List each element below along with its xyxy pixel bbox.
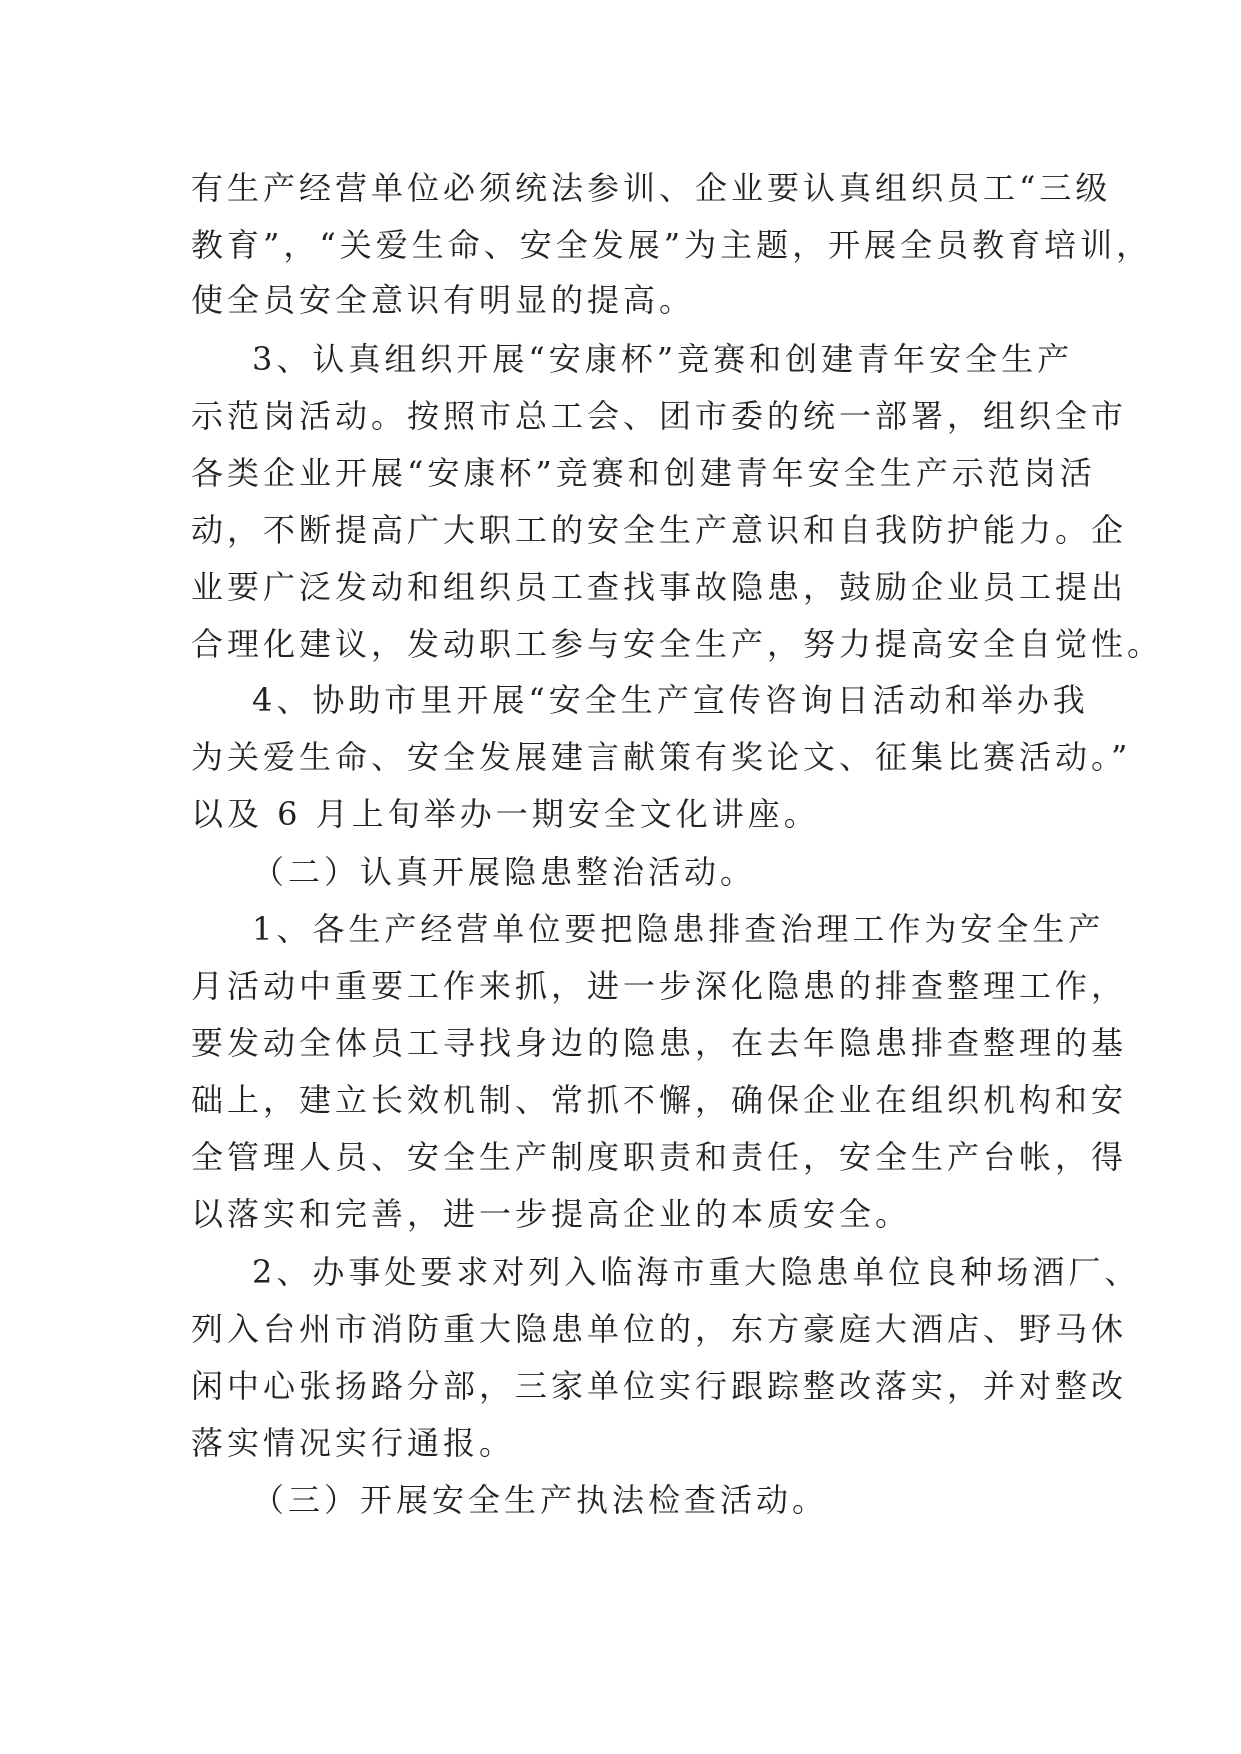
text-line: 各类企业开展“安康杯”竞赛和创建青年安全生产示范岗活 [191, 454, 1096, 492]
paragraph-start-line: 3、认真组织开展“安康杯”竞赛和创建青年安全生产 [252, 340, 1074, 378]
text-line: 以落实和完善，进一步提高企业的本质安全。 [191, 1195, 912, 1233]
section-heading: （三）开展安全生产执法检查活动。 [252, 1481, 829, 1519]
text-line: 有生产经营单位必须统法参训、企业要认真组织员工“三级 [191, 169, 1112, 207]
text-line: 业要广泛发动和组织员工查找事故隐患，鼓励企业员工提出 [191, 568, 1128, 606]
text-line: 要发动全体员工寻找身边的隐患，在去年隐患排查整理的基 [191, 1024, 1128, 1062]
text-line: 合理化建议，发动职工参与安全生产，努力提高安全自觉性。 [191, 625, 1164, 663]
text-line: 落实情况实行通报。 [191, 1424, 516, 1462]
section-heading: （二）认真开展隐患整治活动。 [252, 853, 757, 891]
paragraph-start-line: 4、协助市里开展“安全生产宣传咨询日活动和举办我 [252, 681, 1089, 719]
text-line: 础上，建立长效机制、常抓不懈，确保企业在组织机构和安 [191, 1081, 1128, 1119]
text-line: 动，不断提高广大职工的安全生产意识和自我防护能力。企 [191, 511, 1128, 549]
text-line: 列入台州市消防重大隐患单位的，东方豪庭大酒店、野马休 [191, 1310, 1128, 1348]
text-line: 为关爱生命、安全发展建言献策有奖论文、征集比赛活动。” [191, 738, 1132, 776]
text-line: 以及 6 月上旬举办一期安全文化讲座。 [191, 795, 820, 833]
paragraph-start-line: 2、办事处要求对列入临海市重大隐患单位良种场酒厂、 [252, 1253, 1141, 1291]
text-line: 使全员安全意识有明显的提高。 [191, 281, 696, 319]
text-line: 示范岗活动。按照市总工会、团市委的统一部署，组织全市 [191, 397, 1128, 435]
text-line: 教育”，“关爱生命、安全发展”为主题，开展全员教育培训， [191, 226, 1153, 264]
text-line: 全管理人员、安全生产制度职责和责任，安全生产台帐，得 [191, 1138, 1128, 1176]
text-line: 闲中心张扬路分部，三家单位实行跟踪整改落实，并对整改 [191, 1367, 1128, 1405]
text-line: 月活动中重要工作来抓，进一步深化隐患的排查整理工作， [191, 967, 1128, 1005]
paragraph-start-line: 1、各生产经营单位要把隐患排查治理工作为安全生产 [252, 910, 1105, 948]
